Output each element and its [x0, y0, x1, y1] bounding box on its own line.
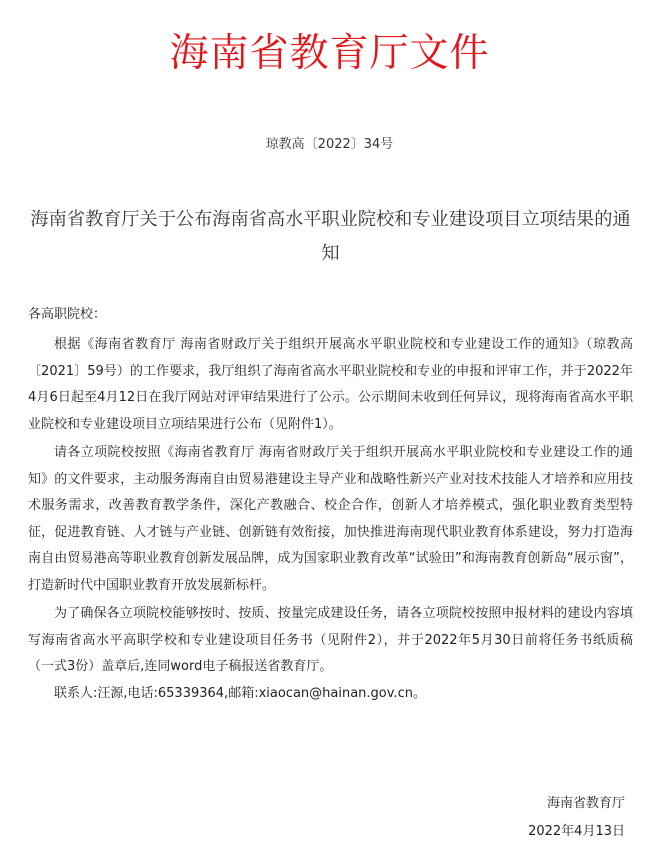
paragraph-contact: 联系人:汪源,电话:65339364,邮箱:xiaocan@hainan.gov.cn。 [54, 685, 426, 701]
salutation: 各高职院校： [28, 307, 107, 322]
paragraph-basis: 根据《海南省教育厅 海南省财政厅关于组织开展高水平职业院校和专业建设工作的通知》（琼教高〔2021〕59号）的工作要求，我厅组织了海南省高水平职业院校和专业的申报和评审工作，并于2022年4月6日起至4月12日在我厅网站对评审结果进行了公示。公示期间未收到任何异议，现将海南省高水平职业院校和专业建设项目立项结果进行公布（见附件1）。 [28, 337, 633, 432]
signature-date: 2022年4月13日 [528, 824, 625, 839]
document-number: 琼教高〔2022〕34号 [265, 137, 394, 152]
document-header-title: 海南省教育厅文件 [169, 31, 490, 76]
notice-title: 海南省教育厅关于公布海南省高水平职业院校和专业建设项目立项结果的通知 [30, 209, 631, 264]
paragraph-requirements: 请各立项院校按照《海南省教育厅 海南省财政厅关于组织开展高水平职业院校和专业建设工作的通知》的文件要求，主动服务海南自由贸易港建设主导产业和战略性新兴产业对技术技能人才培养和应用技术服务需求，改善教育教学条件，深化产教融合、校企合作，创新人才培养模式，强化职业教育类型特征，促进教育链、人才链与产业链、创新链有效衔接，加快推进海南现代职业教育体系建设，努力打造海南自由贸易港高等职业教育创新发展品牌，成为国家职业教育改革“试验田”和海南教育创新岛“展示窗”，打造新时代中国职业教育开放发展新标杆。 [28, 445, 633, 593]
signature-organization: 海南省教育厅 [546, 796, 625, 811]
paragraph-task-book: 为了确保各立项院校能够按时、按质、按量完成建设任务，请各立项院校按照申报材料的建设内容填写海南省高水平高职学校和专业建设项目任务书（见附件2），并于2022年5月30日前将任务书纸质稿（一式3份）盖章后,连同word电子稿报送省教育厅。 [28, 606, 633, 674]
notice-body [28, 332, 633, 707]
